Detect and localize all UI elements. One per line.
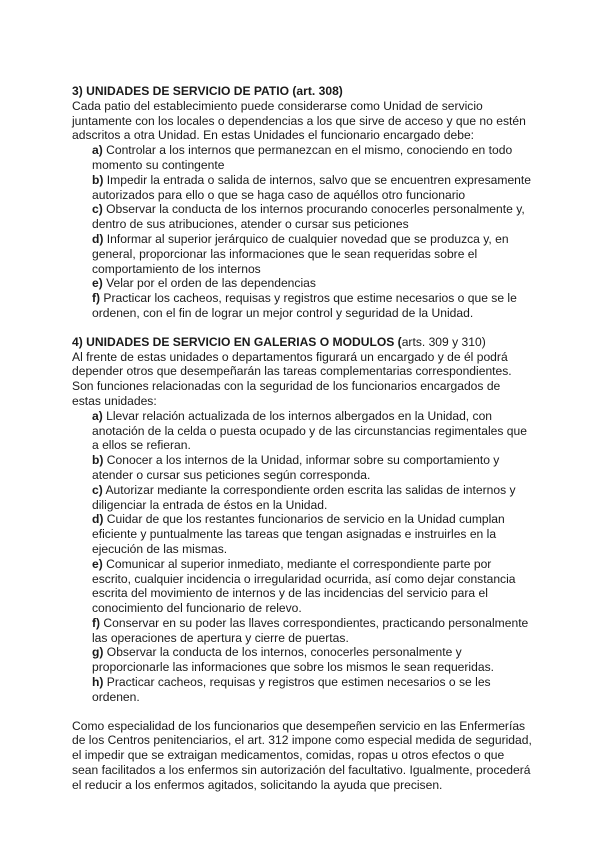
item-text: Practicar los cacheos, requisas y registros que estime necesarios o que se le ordenen, con el fin de lograr un mejor control y seguridad de la Unidad. — [92, 291, 517, 320]
item-text: Observar la conducta de los internos procurando conocerles personalmente y, dentro de sus atribuciones, atender o cursar sus peticiones — [92, 202, 525, 232]
list-item — [92, 202, 532, 232]
list-item — [92, 557, 532, 616]
item-list — [72, 409, 532, 705]
item-text: Cuidar de que los restantes funcionarios de servicio en la Unidad cumplan eficiente y puntualmente las tareas que tengan asignadas e instruirles en la ejecución de las mismas. — [92, 512, 505, 556]
list-item — [92, 512, 532, 556]
closing-paragraph: Como especialidad de los funcionarios que desempeñen servicio en las Enfermerías de los Centros penitenciarios, el art. 312 impone como especial medida de seguridad, el impedir que se extraigan medicamentos, comidas, ropas u otros efectos o que sean facilitados a los enfermos sin autorización del facultativo. Igualmente, procederá el reducir a los enfermos agitados, solicitando la ayuda que precisen. — [72, 718, 532, 792]
section-heading — [72, 335, 532, 350]
list-item — [92, 276, 532, 291]
item-letter: b) — [92, 172, 104, 187]
item-text: Controlar a los internos que permanezcan en el mismo, conociendo en todo momento su contingente — [92, 143, 513, 172]
item-text: Llevar relación actualizada de los internos albergados en la Unidad, con anotación de la celda o puesta ocupado y de las circunstancias regimentales que a ellos se refieran. — [92, 408, 527, 453]
list-item — [92, 173, 532, 203]
item-letter: c) — [92, 482, 103, 497]
item-text: Observar la conducta de los internos, conocerles personalmente y proporcionarle las informaciones que sobre los mismos le sean requeridas. — [92, 645, 494, 675]
item-letter: g) — [92, 645, 104, 660]
section-heading: 3) UNIDADES DE SERVICIO DE PATIO (art. 308) — [72, 84, 343, 98]
heading-bold: 4) UNIDADES DE SERVICIO EN GALERIAS O MODULOS ( — [72, 334, 402, 349]
list-item — [92, 291, 532, 321]
list-item — [92, 232, 532, 276]
list-item — [92, 616, 532, 646]
item-letter: a) — [92, 408, 103, 423]
item-list — [72, 143, 532, 321]
item-letter: h) — [92, 675, 104, 690]
item-letter: c) — [92, 202, 103, 217]
item-text: Conservar en su poder las llaves correspondientes, practicando personalmente las operaciones de apertura y cierre de puertas. — [92, 615, 529, 645]
item-letter: f) — [92, 615, 101, 630]
item-text: Velar por el orden de las dependencias — [102, 276, 316, 291]
list-item — [92, 143, 532, 173]
list-item — [92, 409, 532, 453]
heading-article-ref: arts. 309 y 310) — [401, 334, 486, 349]
item-letter: a) — [92, 143, 103, 158]
item-letter: e) — [92, 556, 103, 571]
section-patio — [72, 84, 532, 321]
list-item — [92, 483, 532, 513]
list-item — [92, 675, 532, 705]
item-letter: e) — [92, 276, 103, 291]
section-galerias — [72, 335, 532, 705]
item-letter: f) — [92, 291, 101, 306]
section-intro: Al frente de estas unidades o departamentos figurará un encargado y de él podrá depender otros que desempeñarán las tareas complementarias correspondientes. Son funciones relacionadas con la seguridad de los funcionarios encargados de estas unidades: — [72, 349, 512, 408]
item-letter: d) — [92, 231, 104, 246]
list-item — [92, 645, 532, 675]
item-text: Comunicar al superior inmediato, mediante el correspondiente parte por escrito, cualquier incidencia o irregularidad ocurrida, así como dejar constancia escrita del movimiento de internos y de las incidencias del servicio para el conocimiento del funcionario de relevo. — [92, 556, 516, 616]
item-letter: b) — [92, 453, 104, 468]
item-letter: d) — [92, 512, 104, 527]
section-intro: Cada patio del establecimiento puede considerarse como Unidad de servicio juntamente con los locales o dependencias a los que sirve de acceso y que no estén adscritos a otra Unidad. En estas Unidades el funcionario encargado debe: — [72, 98, 526, 143]
list-item — [92, 453, 532, 483]
item-text: Practicar cacheos, requisas y registros que estimen necesarios o se les ordenen. — [92, 675, 491, 704]
item-text: Conocer a los internos de la Unidad, informar sobre su comportamiento y atender o cursar sus peticiones según corresponda. — [92, 453, 500, 482]
document-page — [72, 84, 532, 793]
item-text: Autorizar mediante la correspondiente orden escrita las salidas de internos y diligenciar la entrada de éstos en la Unidad. — [92, 482, 516, 512]
item-text: Impedir la entrada o salida de internos, salvo que se encuentren expresamente autorizados para ello o que se haga caso de aquéllos otro funcionario — [92, 172, 531, 202]
item-text: Informar al superior jerárquico de cualquier novedad que se produzca y, en general, proporcionar las informaciones que le sean requeridas sobre el comportamiento de los internos — [92, 231, 509, 276]
